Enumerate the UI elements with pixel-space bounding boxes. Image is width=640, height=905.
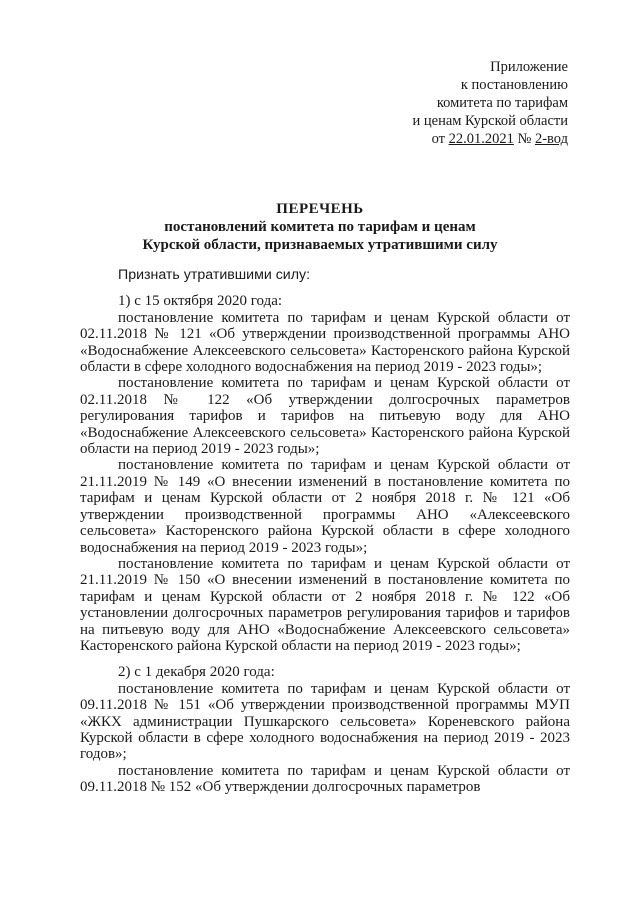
appendix-number: 2-вод [534, 131, 568, 147]
title-line-3: Курской области, признаваемых утратившими силу [142, 237, 498, 253]
section-heading: 2) с 1 декабря 2020 года: [118, 664, 275, 681]
list-paragraph: постановление комитета по тарифам и ценам Курской области от 09.11.2018 № 152 «Об утверждении долгосрочных параметров [80, 762, 570, 796]
appendix-line-5 [380, 130, 568, 148]
appendix-date-prefix: от [431, 131, 449, 147]
title-line-2: постановлений комитета по тарифам и ценам [164, 219, 476, 235]
appendix-line-1: Приложение [490, 59, 568, 75]
section-heading: 1) с 15 октября 2020 года: [118, 293, 283, 310]
title-line-1: ПЕРЕЧЕНЬ [276, 201, 364, 217]
list-paragraph: постановление комитета по тарифам и ценам Курской области от 09.11.2018 № 151 «Об утверждении производственной программы МУП «ЖКХ администрации Пушкарского сельсовета» Кореневского района Курской области в сфере холодного водоснабжения на период 2019 - 2023 годов»; [80, 680, 570, 763]
list-paragraph: постановление комитета по тарифам и ценам Курской области от 02.11.2018 № 121 «Об утверждении производственной программы АНО «Водоснабжение Алексеевского сельсовета» Касторенского района Курской области в сфере холодного водоснабжения на период 2019 - 2023 годы»; [80, 309, 570, 376]
list-paragraph: постановление комитета по тарифам и ценам Курской области от 21.11.2019 № 150 «О внесении изменений в постановление комитета по тарифам и ценам Курской области от 2 ноября 2018 г. № 122 «Об установлении долгосрочных параметров регулирования тарифов и тарифов на питьевую воду для АНО «Водоснабжение Алексеевского сельсовета» Касторенского района Курской области на период 2019 - 2023 годы»; [80, 555, 570, 654]
appendix-line-3: комитета по тарифам [436, 95, 568, 111]
intro-text: Признать утратившими силу: [118, 267, 311, 283]
list-paragraph: постановление комитета по тарифам и ценам Курской области от 02.11.2018 № 122 «Об утверждении долгосрочных параметров регулирования тарифов и тарифов на питьевую воду для АНО «Водоснабжение Алексеевского сельсовета» Касторенского района Курской области на период 2019 - 2023 годы»; [80, 375, 570, 458]
appendix-line-2: к постановлению [460, 77, 568, 93]
document-title [60, 200, 580, 254]
document-body [80, 267, 570, 796]
appendix-line-4: и ценам Курской области [412, 113, 568, 129]
list-paragraph: постановление комитета по тарифам и ценам Курской области от 21.11.2019 № 149 «О внесении изменений в постановление комитета по тарифам и ценам Курской области от 2 ноября 2018 г. № 121 «Об утверждении производственной программы АНО «Алексеевского сельсовета» Касторенского района Курской области в сфере холодного водоснабжения на период 2019 - 2023 годы»; [80, 457, 570, 556]
appendix-block [380, 58, 568, 148]
appendix-date: 22.01.2021 [448, 131, 514, 147]
appendix-number-sign: № [513, 131, 535, 147]
